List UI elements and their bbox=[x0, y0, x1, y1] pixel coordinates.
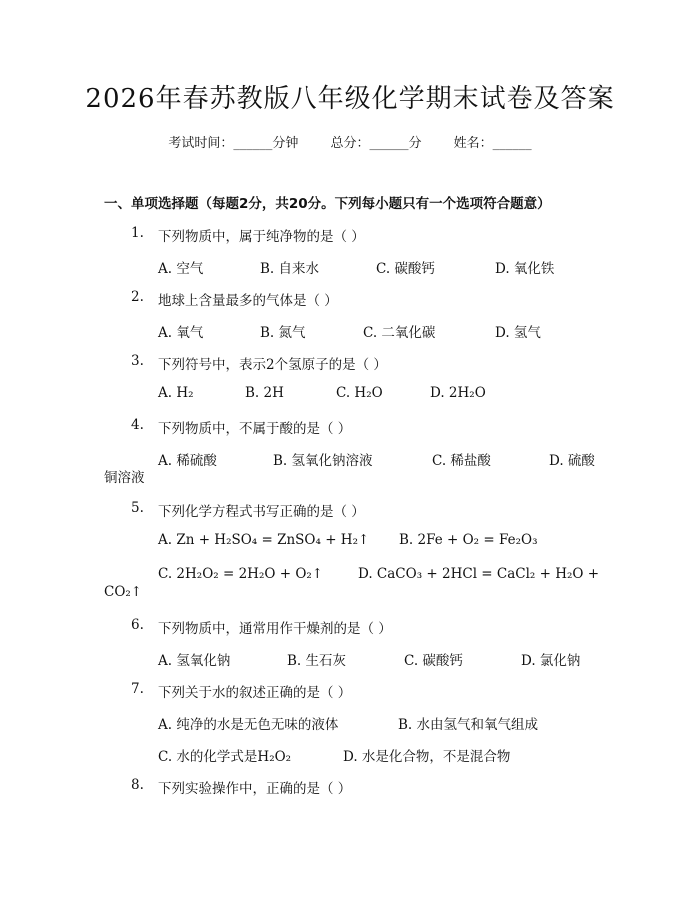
question-text: 地球上含量最多的气体是（ ） bbox=[158, 293, 338, 309]
option-b: B. 氮气 bbox=[260, 325, 306, 341]
option-d-wrap: 铜溶液 bbox=[104, 470, 145, 486]
option-a: A. H₂ bbox=[158, 385, 194, 401]
exam-title: 2026年春苏教版八年级化学期末试卷及答案 bbox=[85, 84, 615, 114]
option-a: A. 稀硫酸 bbox=[158, 453, 217, 469]
option-b: B. 氢氧化钠溶液 bbox=[273, 453, 373, 469]
option-a: A. 氢氧化钠 bbox=[158, 653, 231, 669]
option-d: D. 氧化铁 bbox=[495, 261, 555, 277]
option-c: C. H₂O bbox=[336, 385, 383, 401]
option-a: A. 空气 bbox=[158, 261, 204, 277]
question-text: 下列物质中，不属于酸的是（ ） bbox=[158, 421, 352, 437]
option-b: B. 生石灰 bbox=[287, 653, 347, 669]
section-heading: 一、单项选择题（每题2分，共20分。下列每小题只有一个选项符合题意） bbox=[104, 196, 551, 212]
option-b: B. 2Fe + O₂ = Fe₂O₃ bbox=[399, 532, 538, 548]
option-d: D. 氯化钠 bbox=[521, 653, 581, 669]
exam-time: 考试时间：______分钟 bbox=[168, 136, 299, 151]
question-text: 下列符号中，表示2个氢原子的是（ ） bbox=[158, 357, 387, 373]
question-text: 下列物质中，属于纯净物的是（ ） bbox=[158, 229, 365, 245]
question-number: 3. bbox=[131, 353, 144, 369]
question-text: 下列实验操作中，正确的是（ ） bbox=[158, 781, 352, 797]
option-d: D. 硫酸 bbox=[549, 453, 595, 469]
option-a: A. 纯净的水是无色无味的液体 bbox=[158, 717, 339, 733]
option-b: B. 水由氢气和氧气组成 bbox=[398, 717, 539, 733]
option-a: A. 氧气 bbox=[158, 325, 204, 341]
question-text: 下列物质中，通常用作干燥剂的是（ ） bbox=[158, 621, 392, 637]
option-d: D. 氢气 bbox=[495, 325, 541, 341]
question-number: 8. bbox=[131, 777, 144, 793]
option-a: A. Zn + H₂SO₄ = ZnSO₄ + H₂↑ bbox=[158, 532, 370, 548]
question-number: 4. bbox=[131, 417, 144, 433]
exam-score: 总分：______分 bbox=[330, 136, 422, 151]
question-number: 5. bbox=[131, 500, 144, 516]
option-b: B. 2H bbox=[245, 385, 284, 401]
option-d: D. CaCO₃ + 2HCl = CaCl₂ + H₂O + bbox=[358, 566, 600, 582]
option-b: B. 自来水 bbox=[260, 261, 320, 277]
exam-info bbox=[0, 132, 700, 151]
option-c: C. 稀盐酸 bbox=[432, 453, 491, 469]
question-text: 下列化学方程式书写正确的是（ ） bbox=[158, 504, 365, 520]
option-d: D. 2H₂O bbox=[430, 385, 486, 401]
option-d-wrap: CO₂↑ bbox=[104, 584, 143, 600]
option-c: C. 水的化学式是H₂O₂ bbox=[158, 749, 292, 765]
option-c: C. 2H₂O₂ = 2H₂O + O₂↑ bbox=[158, 566, 324, 582]
option-c: C. 碳酸钙 bbox=[376, 261, 435, 277]
exam-name: 姓名：______ bbox=[453, 136, 532, 151]
question-text: 下列关于水的叙述正确的是（ ） bbox=[158, 685, 352, 701]
option-c: C. 二氧化碳 bbox=[363, 325, 436, 341]
question-number: 1. bbox=[131, 225, 144, 241]
question-number: 7. bbox=[131, 681, 144, 697]
question-number: 6. bbox=[131, 617, 144, 633]
question-number: 2. bbox=[131, 289, 144, 305]
option-d: D. 水是化合物，不是混合物 bbox=[343, 749, 511, 765]
option-c: C. 碳酸钙 bbox=[404, 653, 463, 669]
